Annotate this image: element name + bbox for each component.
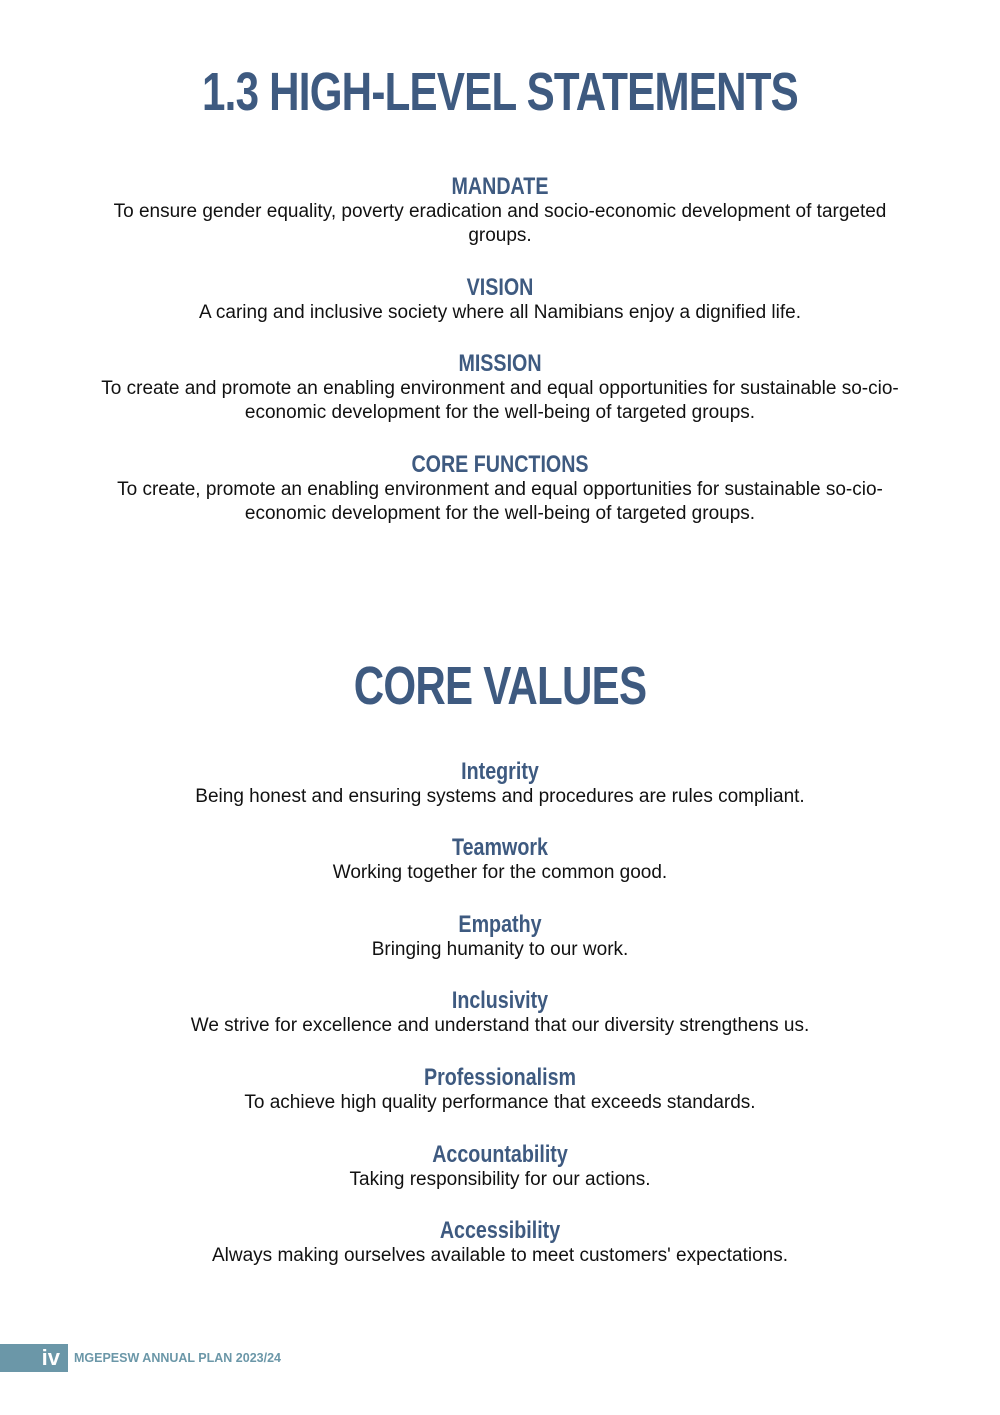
mandate-section [80,174,920,248]
value-text: Bringing humanity to our work. [371,939,629,960]
value-heading: Integrity [461,758,539,785]
core-functions-text: To create, promote an enabling environment and equal opportunities for sustainable so-cio-economic development for the well-being of targeted groups. [117,479,883,524]
value-heading: Accessibility [439,1217,561,1244]
value-text: Taking responsibility for our actions. [349,1169,651,1190]
value-inclusivity [80,988,920,1038]
page-number: iv [0,1344,68,1372]
value-accessibility [80,1218,920,1268]
mission-section [80,351,920,425]
core-functions-section [80,452,920,526]
value-heading: Empathy [458,911,542,938]
value-integrity [80,759,920,809]
vision-section [80,275,920,325]
core-functions-heading: CORE FUNCTIONS [411,451,589,478]
value-heading: Accountability [432,1141,568,1168]
page-title-high-level-statements: 1.3 HIGH-LEVEL STATEMENTS [202,62,798,122]
mandate-heading: MANDATE [451,173,549,200]
page-title-core-values: CORE VALUES [353,656,647,716]
value-text: Working together for the common good. [332,862,668,883]
value-professionalism [80,1065,920,1115]
value-heading: Teamwork [452,834,548,861]
value-text: To achieve high quality performance that exceeds standards. [244,1092,756,1113]
vision-heading: VISION [466,274,534,301]
value-text: Being honest and ensuring systems and procedures are rules compliant. [195,786,805,807]
vision-text: A caring and inclusive society where all Namibians enjoy a dignified life. [199,302,801,323]
mission-text: To create and promote an enabling environment and equal opportunities for sustainable so-cio-economic development for the well-being of targeted groups. [101,378,899,423]
page-footer [0,1344,281,1372]
value-teamwork [80,835,920,885]
value-accountability [80,1142,920,1192]
value-heading: Professionalism [423,1064,577,1091]
mandate-text: To ensure gender equality, poverty eradication and socio-economic development of targeted groups. [113,201,887,246]
footer-document-title: MGEPESW ANNUAL PLAN 2023/24 [74,1351,281,1365]
value-text: We strive for excellence and understand that our diversity strengthens us. [190,1015,810,1036]
value-empathy [80,912,920,962]
mission-heading: MISSION [458,350,542,377]
value-heading: Inclusivity [451,987,549,1014]
value-text: Always making ourselves available to meet customers' expectations. [211,1245,788,1266]
